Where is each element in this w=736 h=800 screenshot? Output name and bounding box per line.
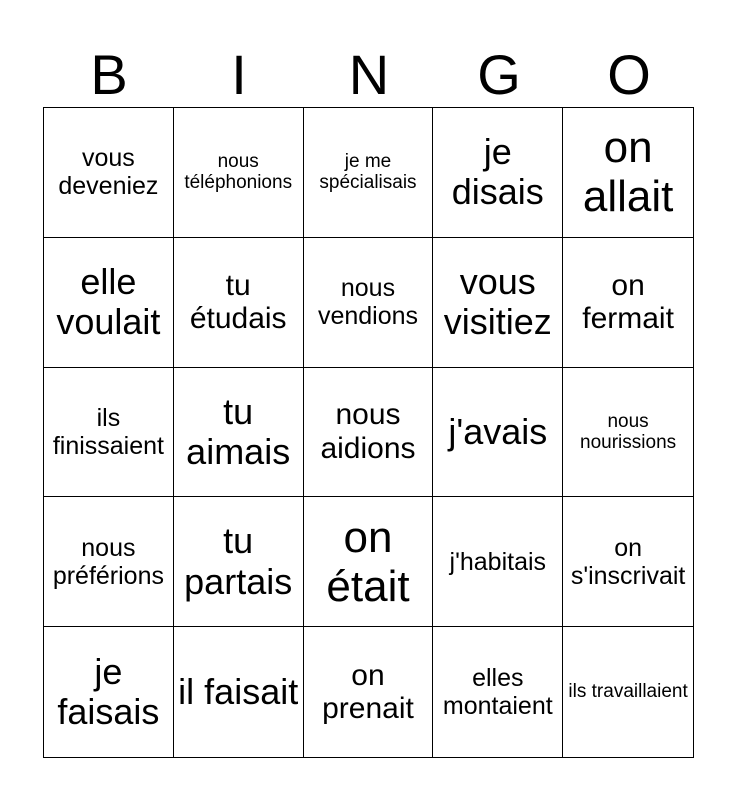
cell-text: nous vendions <box>317 274 419 331</box>
header-letter-o: O <box>607 43 651 106</box>
bingo-cell[interactable] <box>44 238 174 368</box>
bingo-cell[interactable] <box>304 238 434 368</box>
bingo-header <box>44 40 694 108</box>
bingo-cell[interactable] <box>563 627 693 757</box>
cell-text: nous nourissions <box>580 410 677 453</box>
bingo-cell[interactable] <box>563 368 693 498</box>
cell-text: nous aidions <box>320 398 416 465</box>
bingo-cell[interactable] <box>433 238 563 368</box>
cell-text: vous visitiez <box>443 260 552 343</box>
bingo-cell[interactable] <box>174 497 304 627</box>
cell-text: on fermait <box>582 268 674 336</box>
cell-text: tu partais <box>184 520 293 602</box>
cell-text: nous préférions <box>52 533 164 590</box>
header-letter-g: G <box>477 43 521 106</box>
cell-text: on s'inscrivait <box>570 533 686 590</box>
bingo-cell[interactable] <box>304 497 434 627</box>
cell-text: j'avais <box>448 410 548 452</box>
bingo-cell[interactable] <box>44 368 174 498</box>
cell-text: elle voulait <box>56 260 161 343</box>
cell-text: il faisait <box>178 670 299 712</box>
cell-text: on était <box>326 512 410 611</box>
cell-text: je me spécialisais <box>319 151 417 194</box>
bingo-cell[interactable] <box>304 627 434 757</box>
bingo-cell[interactable] <box>433 368 563 498</box>
bingo-cell[interactable] <box>563 108 693 238</box>
bingo-cell[interactable] <box>44 627 174 757</box>
cell-text: tu aimais <box>186 390 291 472</box>
bingo-cell[interactable] <box>174 368 304 498</box>
cell-text: je faisais <box>57 650 160 733</box>
cell-text: vous deveniez <box>58 144 159 201</box>
cell-text: ils travaillaient <box>568 681 688 703</box>
bingo-cell[interactable] <box>44 497 174 627</box>
bingo-cell[interactable] <box>563 238 693 368</box>
bingo-cell[interactable] <box>563 497 693 627</box>
cell-text: elles montaient <box>442 664 553 721</box>
cell-text: j'habitais <box>449 547 547 576</box>
header-letter-n: N <box>348 43 390 106</box>
bingo-cell[interactable] <box>174 108 304 238</box>
cell-text: on prenait <box>322 658 414 726</box>
cell-text: on allait <box>582 123 674 222</box>
bingo-cell[interactable] <box>174 238 304 368</box>
bingo-board <box>43 107 694 758</box>
bingo-cell[interactable] <box>304 108 434 238</box>
bingo-cell[interactable] <box>304 368 434 498</box>
bingo-cell[interactable] <box>433 108 563 238</box>
header-letter-i: I <box>231 43 247 106</box>
cell-text: nous téléphonions <box>184 151 293 194</box>
cell-text: ils finissaient <box>52 403 164 460</box>
header-letter-b: B <box>90 43 128 106</box>
bingo-cell[interactable] <box>174 627 304 757</box>
cell-text: je disais <box>451 131 544 213</box>
bingo-cell[interactable] <box>433 497 563 627</box>
bingo-cell[interactable] <box>433 627 563 757</box>
cell-text: tu étudais <box>189 268 287 336</box>
bingo-cell[interactable] <box>44 108 174 238</box>
